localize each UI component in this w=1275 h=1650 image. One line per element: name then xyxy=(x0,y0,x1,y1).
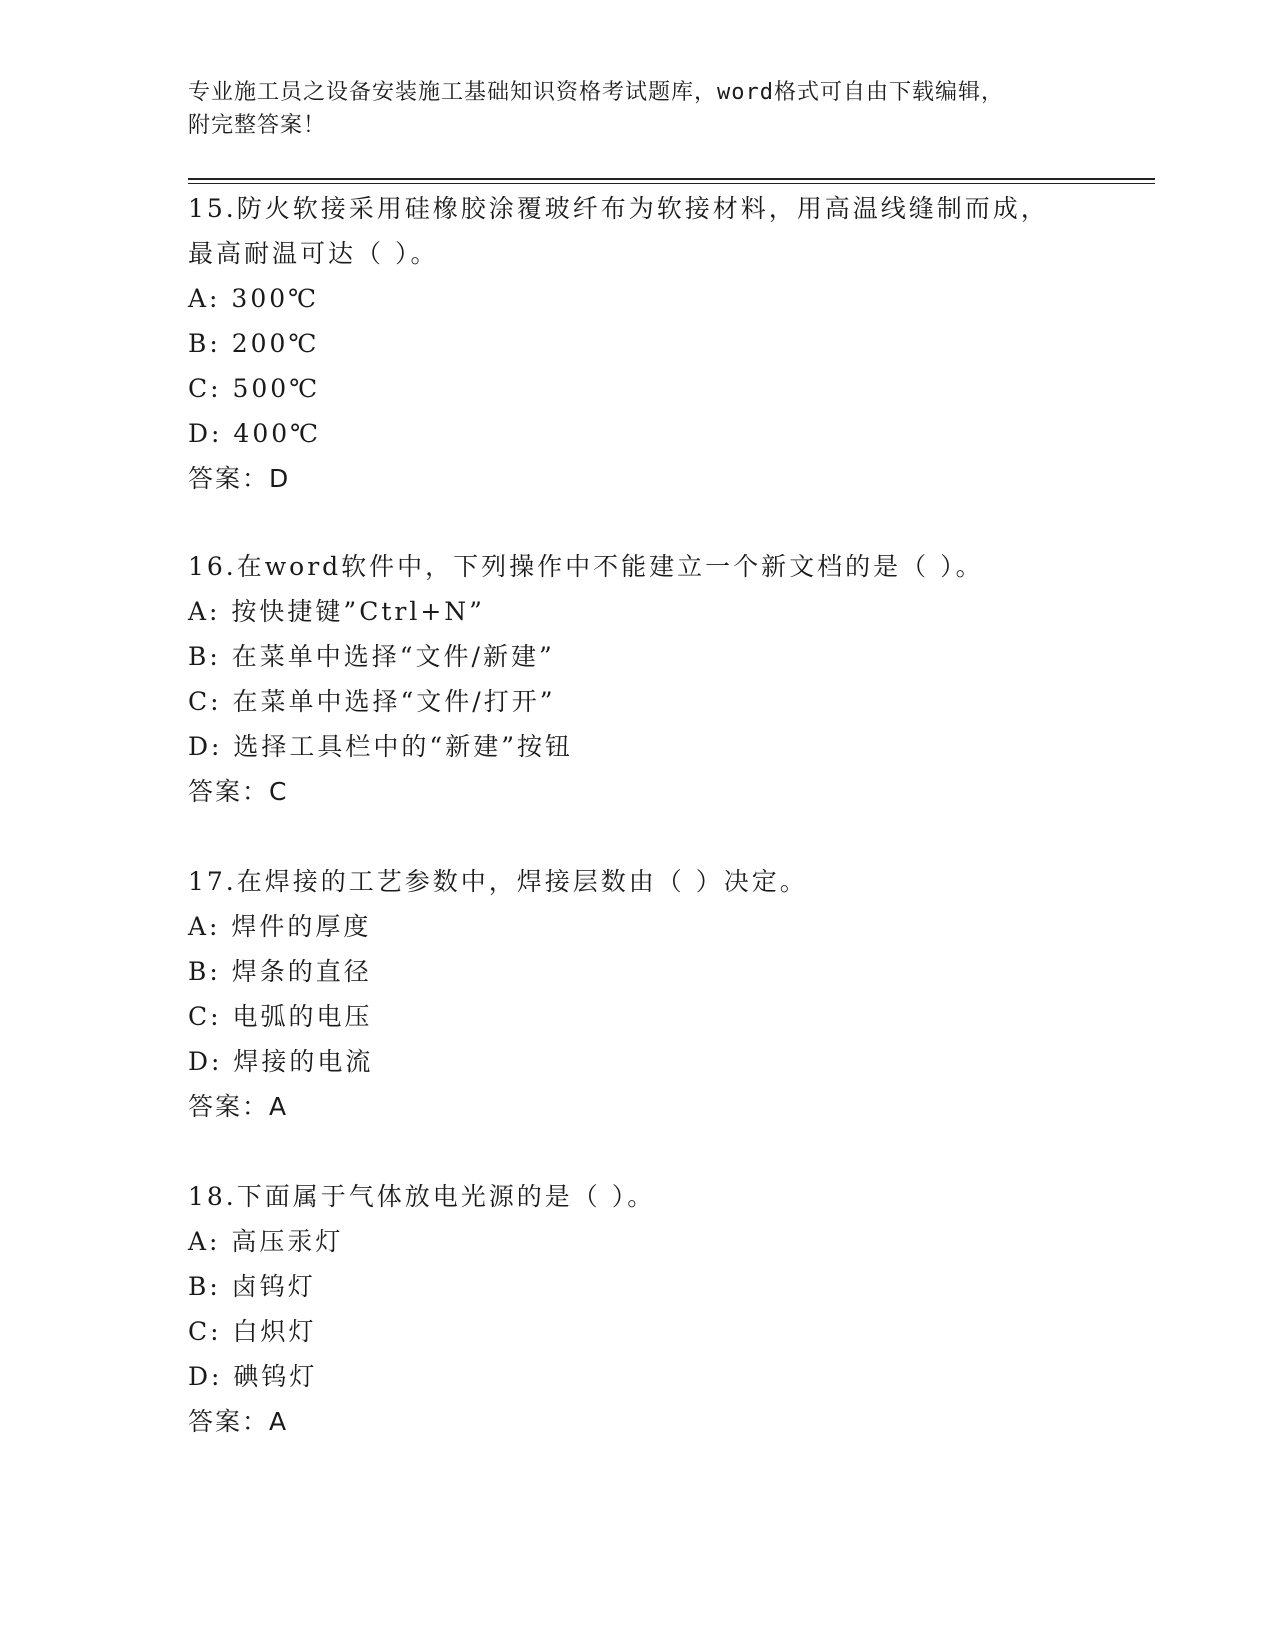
option-c: C: 白炽灯 xyxy=(188,1317,317,1346)
question-16 xyxy=(188,544,1088,814)
header-divider-bottom xyxy=(188,183,1155,184)
option-c: C: 电弧的电压 xyxy=(188,1002,373,1031)
question-17 xyxy=(188,859,1088,1129)
answer: 答案：A xyxy=(188,1092,289,1121)
question-15 xyxy=(188,186,1088,501)
option-a: A: 焊件的厚度 xyxy=(188,912,372,941)
option-d: D: 焊接的电流 xyxy=(188,1047,374,1076)
option-d: D: 400℃ xyxy=(188,419,322,448)
header-line-2: 附完整答案！ xyxy=(188,113,327,138)
option-a: A: 高压汞灯 xyxy=(188,1227,344,1256)
question-stem-line-1: 15.防火软接采用硅橡胶涂覆玻纤布为软接材料，用高温线缝制而成， xyxy=(188,194,1049,223)
option-b: B: 在菜单中选择“文件/新建” xyxy=(188,642,555,671)
header-divider-top xyxy=(188,178,1155,180)
answer: 答案：D xyxy=(188,464,291,493)
question-stem-line-2: 最高耐温可达（ ）。 xyxy=(188,239,439,268)
answer: 答案：C xyxy=(188,777,289,806)
option-c: C: 在菜单中选择“文件/打开” xyxy=(188,687,556,716)
answer: 答案：A xyxy=(188,1407,289,1436)
question-stem-line-1: 16.在word软件中，下列操作中不能建立一个新文档的是（ ）。 xyxy=(188,552,984,581)
option-b: B: 焊条的直径 xyxy=(188,957,372,986)
option-d: D: 碘钨灯 xyxy=(188,1362,318,1391)
option-b: B: 200℃ xyxy=(188,329,320,358)
question-18 xyxy=(188,1174,1088,1444)
question-stem-line-1: 17.在焊接的工艺参数中，焊接层数由（ ）决定。 xyxy=(188,867,808,896)
document-header xyxy=(188,76,1088,142)
question-stem-line-1: 18.下面属于气体放电光源的是（ ）。 xyxy=(188,1182,656,1211)
option-b: B: 卤钨灯 xyxy=(188,1272,316,1301)
option-d: D: 选择工具栏中的“新建”按钮 xyxy=(188,732,573,761)
header-line-1: 专业施工员之设备安装施工基础知识资格考试题库，word格式可自由下载编辑， xyxy=(188,80,1004,105)
option-a: A: 按快捷键”Ctrl+N” xyxy=(188,597,485,626)
option-a: A: 300℃ xyxy=(188,284,320,313)
option-c: C: 500℃ xyxy=(188,374,321,403)
